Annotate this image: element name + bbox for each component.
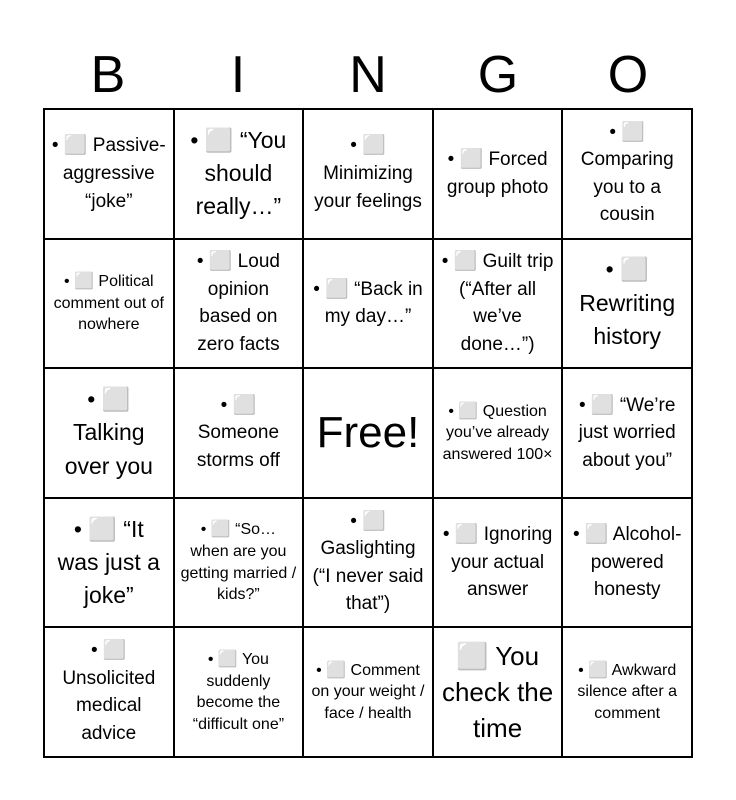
bingo-cell[interactable] [562, 368, 692, 498]
bingo-cell[interactable] [562, 109, 692, 239]
cell-text: • ⬜ Ignoring your actual answer [442, 524, 553, 601]
cell-text: • ⬜ “We’re just worried about you” [578, 394, 676, 471]
header-letter-n: N [349, 46, 387, 104]
bingo-cell[interactable] [303, 239, 433, 369]
header-letter-b: B [90, 46, 126, 104]
bingo-cell[interactable] [433, 239, 563, 369]
bingo-board [43, 108, 693, 758]
bingo-cell[interactable] [303, 498, 433, 628]
bingo-cell[interactable] [433, 368, 563, 498]
cell-text: • ⬜ Someone storms off [196, 394, 280, 471]
bingo-cell[interactable] [433, 627, 563, 757]
cell-text: • ⬜ Forced group photo [446, 149, 549, 198]
bingo-cell[interactable] [44, 239, 174, 369]
bingo-cell[interactable] [44, 109, 174, 239]
cell-text: • ⬜ Minimizing your feelings [314, 135, 422, 212]
cell-text: • ⬜ Passive-aggressive “joke” [51, 135, 166, 212]
header-letter-o: O [607, 46, 649, 104]
cell-text: • ⬜ Unsolicited medical advice [62, 640, 156, 744]
cell-text: • ⬜ Comparing you to a cousin [580, 121, 674, 226]
bingo-cell[interactable] [44, 368, 174, 498]
header-letter-i: I [230, 46, 246, 104]
cell-text: • ⬜ “Back in my day…” [313, 278, 423, 328]
cell-text: • ⬜ Awkward silence after a comment [577, 661, 677, 722]
free-space[interactable] [303, 368, 433, 498]
cell-text: • ⬜ Gaslighting (“I never said that”) [312, 510, 424, 615]
bingo-cell[interactable] [44, 498, 174, 628]
header-letter-g: G [477, 46, 519, 104]
cell-text: • ⬜ Alcohol-powered honesty [572, 524, 682, 601]
cell-text: • ⬜ Political comment out of nowhere [53, 273, 164, 334]
bingo-cell[interactable] [174, 627, 304, 757]
bingo-cell[interactable] [433, 498, 563, 628]
cell-text: • ⬜ Comment on your weight / face / health [311, 661, 425, 722]
free-space-label: Free! [316, 407, 420, 457]
cell-text: • ⬜ “You should really…” [190, 126, 287, 220]
bingo-cell[interactable] [174, 498, 304, 628]
bingo-header [43, 42, 693, 108]
bingo-cell[interactable] [303, 627, 433, 757]
bingo-cell[interactable] [174, 368, 304, 498]
bingo-cell[interactable] [303, 109, 433, 239]
bingo-cell[interactable] [174, 239, 304, 369]
cell-text: ⬜ You check the time [441, 640, 554, 744]
bingo-cell[interactable] [562, 239, 692, 369]
cell-text: • ⬜ You suddenly become the “difficult one” [192, 651, 285, 733]
cell-text: • ⬜ Loud opinion based on zero facts [196, 251, 280, 355]
cell-text: • ⬜ Rewriting history [579, 256, 676, 350]
bingo-cell[interactable] [562, 627, 692, 757]
cell-text: • ⬜ Question you’ve already answered 100× [442, 402, 553, 463]
cell-text: • ⬜ Talking over you [64, 385, 153, 479]
cell-text: • ⬜ “So… when are you getting married / kids?” [180, 521, 297, 604]
bingo-cell[interactable] [562, 498, 692, 628]
bingo-cell[interactable] [433, 109, 563, 239]
cell-text: • ⬜ “It was just a joke” [57, 515, 160, 609]
bingo-cell[interactable] [174, 109, 304, 239]
bingo-cell[interactable] [44, 627, 174, 757]
cell-text: • ⬜ Guilt trip (“After all we’ve done…”) [441, 251, 554, 355]
